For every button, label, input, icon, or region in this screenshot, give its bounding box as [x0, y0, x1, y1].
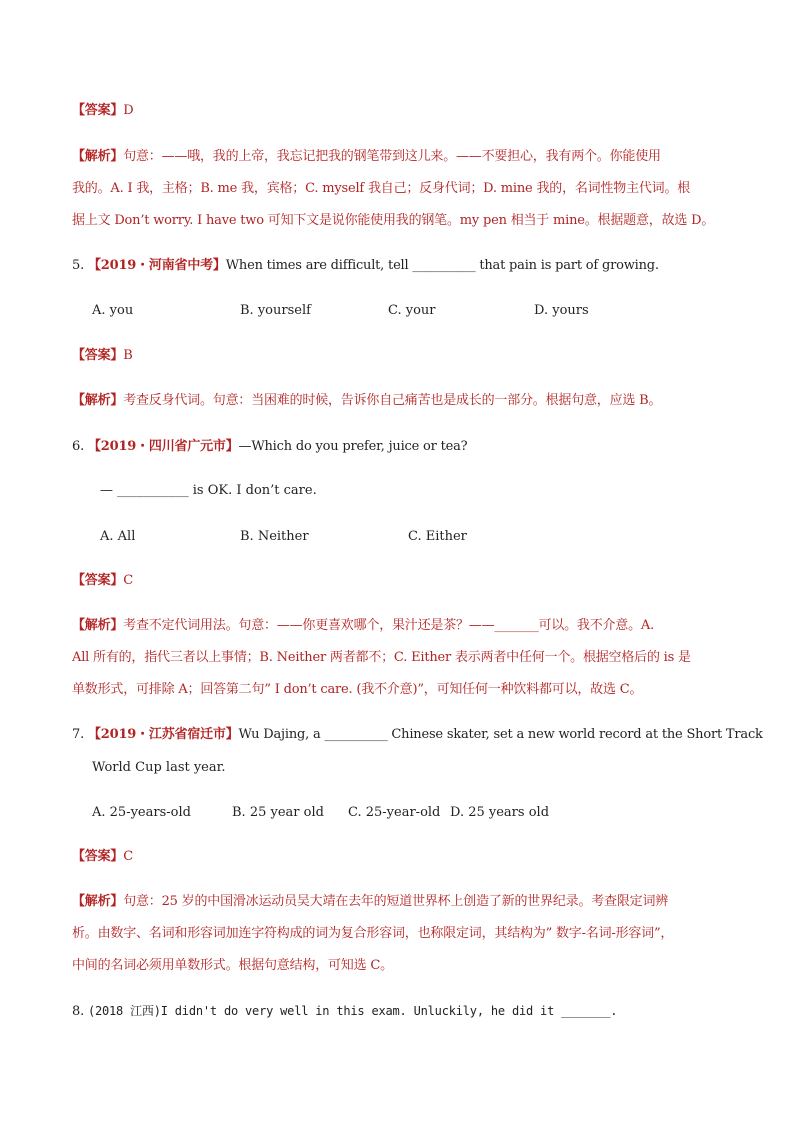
analysis-6-line3: 单数形式，可排除 A；回答第二句” I don’t care. (我不介意)”，可知任何一种饮料都可以，故选 C。	[72, 682, 643, 697]
option-d: D. yours	[534, 303, 589, 318]
option-c: C. Either	[408, 529, 467, 544]
analysis-5: 【解析】考查反身代词。句意：当困难的时候，告诉你自己痛苦也是成长的一部分。根据句意，应选 B。	[72, 393, 662, 408]
option-b: B. yourself	[240, 303, 311, 318]
question-source: 【2019・河南省中考】	[87, 258, 226, 273]
question-6-reply: — ___________ is OK. I don’t care.	[100, 483, 317, 498]
question-8	[72, 1002, 617, 1021]
answer-7: 【答案】C	[72, 849, 133, 864]
answer-tag: 【答案】	[72, 103, 124, 118]
analysis-4-line1: 【解析】句意：——哦，我的上帝，我忘记把我的钢笔带到这儿来。——不要担心，我有两个。你能使用	[72, 149, 661, 164]
question-6	[72, 438, 467, 456]
analysis-4-line3: 据上文 Don’t worry. I have two 可知下文是说你能使用我的钢笔。my pen 相当于 mine。根据题意，故选 D。	[72, 213, 715, 228]
question-text: When times are difficult, tell __________ that pain is part of growing.	[225, 258, 659, 273]
option-b: B. 25 year old	[232, 805, 324, 820]
question-number: 7.	[72, 727, 85, 742]
option-a: A. you	[92, 303, 134, 318]
answer-5: 【答案】B	[72, 348, 133, 363]
question-7-text-cont: World Cup last year.	[92, 760, 226, 775]
answer-4	[72, 102, 133, 120]
question-text: (2018 江西)I didn't do very well in this exam. Unluckily, he did it _______.	[87, 1004, 618, 1018]
analysis-7-line1: 【解析】句意：25 岁的中国滑冰运动员吴大靖在去年的短道世界杯上创造了新的世界纪录。考查限定词辨	[72, 894, 669, 909]
answer-value: D	[123, 103, 134, 118]
option-a: A. All	[100, 529, 136, 544]
option-d: D. 25 years old	[450, 805, 550, 820]
question-source: 【2019・江苏省宿迁市】	[87, 727, 239, 742]
analysis-6-line1: 【解析】考查不定代词用法。句意：——你更喜欢哪个，果汁还是茶？——_______可以。我不介意。A.	[72, 618, 655, 633]
question-number: 8.	[72, 1004, 85, 1019]
option-b: B. Neither	[240, 529, 309, 544]
answer-6: 【答案】C	[72, 573, 133, 588]
analysis-tag: 【解析】	[72, 149, 124, 164]
question-source: 【2019・四川省广元市】	[87, 439, 239, 454]
question-text: Wu Dajing, a __________ Chinese skater, set a new world record at the Short Track	[238, 727, 763, 742]
question-text: —Which do you prefer, juice or tea?	[238, 439, 468, 454]
option-a: A. 25-years-old	[92, 805, 191, 820]
analysis-6-line2: All 所有的，指代三者以上事情；B. Neither 两者都不；C. Either 表示两者中任何一个。根据空格后的 is 是	[72, 650, 691, 665]
option-c: C. 25-year-old	[348, 805, 441, 820]
analysis-7-line2: 析。由数字、名词和形容词加连字符构成的词为复合形容词，也称限定词，其结构为” 数字-名词-形容词”，	[72, 926, 674, 941]
question-number: 6.	[72, 439, 85, 454]
option-c: C. your	[388, 303, 436, 318]
question-7	[72, 726, 763, 744]
analysis-7-line3: 中间的名词必须用单数形式。根据句意结构，可知选 C。	[72, 958, 393, 973]
question-number: 5.	[72, 258, 85, 273]
question-5	[72, 257, 659, 275]
analysis-4-line2: 我的。A. I 我，主格；B. me 我，宾格；C. myself 我自己；反身代词；D. mine 我的，名词性物主代词。根	[72, 181, 691, 196]
